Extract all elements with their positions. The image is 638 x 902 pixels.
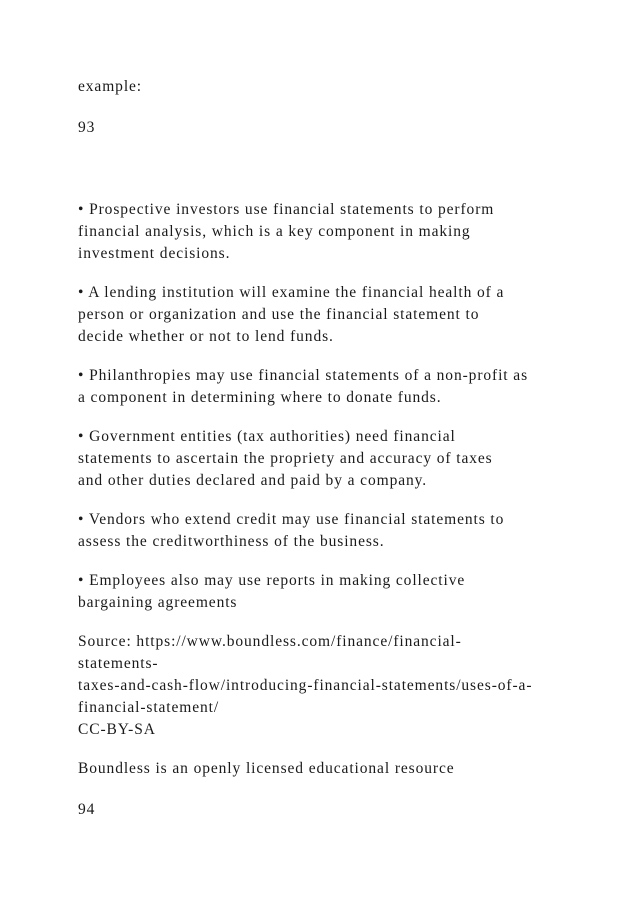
source-line-1: Source: https://www.boundless.com/finance/financial- xyxy=(78,633,462,650)
bullet-philanthropies-line-1: • Philanthropies may use financial statements of a non-profit as xyxy=(78,367,528,384)
source-line-3: taxes-and-cash-flow/introducing-financial-statements/uses-of-a- xyxy=(78,677,533,694)
bullet-government-line-3: and other duties declared and paid by a company. xyxy=(78,472,428,489)
bullet-vendors-line-2: assess the creditworthiness of the business. xyxy=(78,533,385,550)
bullet-government-line-1: • Government entities (tax authorities) need financial xyxy=(78,428,456,445)
bullet-philanthropies-line-2: a component in determining where to donate funds. xyxy=(78,389,442,406)
source-line-2: statements- xyxy=(78,655,159,672)
bullet-lending-line-3: decide whether or not to lend funds. xyxy=(78,328,334,345)
bullet-government-line-2: statements to ascertain the propriety and accuracy of taxes xyxy=(78,450,493,467)
bullet-investors-line-3: investment decisions. xyxy=(78,245,231,262)
page-number: 93 xyxy=(78,119,96,136)
text-example-label: example: xyxy=(78,78,143,95)
bullet-lending-line-1: • A lending institution will examine the financial health of a xyxy=(78,284,505,301)
license-text: CC-BY-SA xyxy=(78,721,156,738)
bullet-investors-line-2: financial analysis, which is a key component in making xyxy=(78,223,471,240)
boundless-note: Boundless is an openly licensed educational resource xyxy=(78,760,455,777)
source-line-4: financial-statement/ xyxy=(78,699,220,716)
bullet-investors-line-1: • Prospective investors use financial statements to perform xyxy=(78,201,495,218)
bullet-vendors-line-1: • Vendors who extend credit may use financial statements to xyxy=(78,511,505,528)
page-number: 94 xyxy=(78,801,96,818)
bullet-employees-line-1: • Employees also may use reports in making collective xyxy=(78,572,466,589)
bullet-employees-line-2: bargaining agreements xyxy=(78,594,238,611)
bullet-lending-line-2: person or organization and use the financial statement to xyxy=(78,306,480,323)
